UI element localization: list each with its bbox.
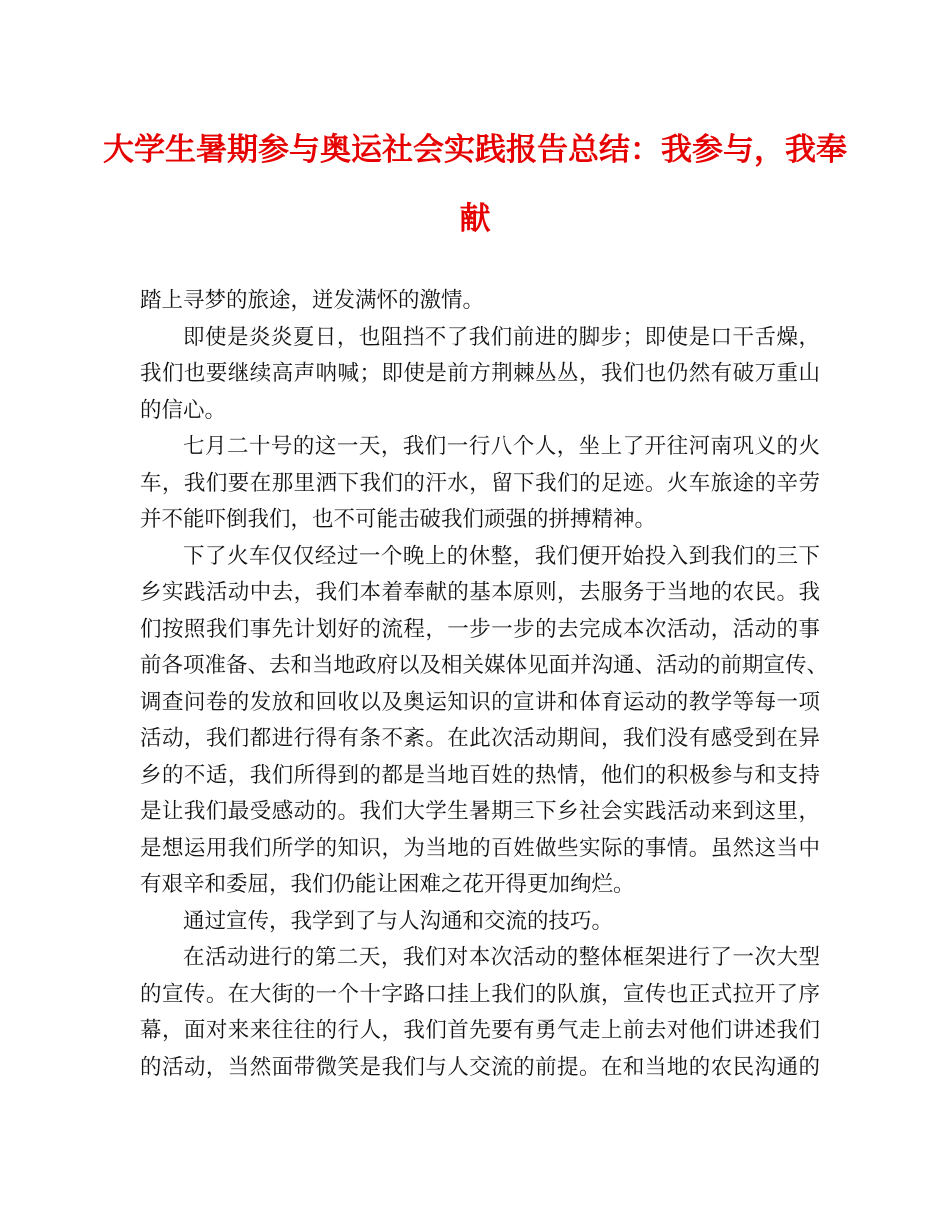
text-line: 下了火车仅仅经过一个晚上的休整，我们便开始投入到我们的三下 bbox=[183, 543, 820, 569]
text-line: 活动，我们都进行得有条不紊。在此次活动期间，我们没有感受到在异 bbox=[140, 726, 820, 751]
text-line: 我们也要继续高声呐喊；即使是前方荆棘丛丛，我们也仍然有破万重山 bbox=[140, 361, 820, 386]
text-line: 乡实践活动中去，我们本着奉献的基本原则，去服务于当地的农民。我 bbox=[140, 580, 820, 605]
text-line: 七月二十号的这一天，我们一行八个人，坐上了开往河南巩义的火 bbox=[183, 434, 820, 459]
text-line: 有艰辛和委屈，我们仍能让困难之花开得更加绚烂。 bbox=[140, 872, 635, 897]
text-line: 的信心。 bbox=[140, 397, 227, 423]
text-line: 调查问卷的发放和回收以及奥运知识的宣讲和体育运动的教学等每一项 bbox=[140, 689, 820, 715]
text-line: 是想运用我们所学的知识，为当地的百姓做些实际的事情。虽然这当中 bbox=[140, 835, 820, 861]
text-line: 车，我们要在那里洒下我们的汗水，留下我们的足迹。火车旅途的辛劳 bbox=[140, 470, 820, 496]
document-title-line-2: 献 bbox=[459, 201, 491, 237]
text-line: 的活动，当然面带微笑是我们与人交流的前提。在和当地的农民沟通的 bbox=[140, 1054, 820, 1080]
text-line: 即使是炎炎夏日，也阻挡不了我们前进的脚步；即使是口干舌燥， bbox=[183, 324, 820, 350]
text-line: 通过宣传，我学到了与人沟通和交流的技巧。 bbox=[183, 908, 614, 934]
text-line: 前各项准备、去和当地政府以及相关媒体见面并沟通、活动的前期宣传、 bbox=[140, 653, 829, 678]
text-line: 幕，面对来来往往的行人，我们首先要有勇气走上前去对他们讲述我们 bbox=[140, 1018, 820, 1043]
text-line: 们按照我们事先计划好的流程，一步一步的去完成本次活动，活动的事 bbox=[140, 616, 820, 642]
document-title-line-1: 大学生暑期参与奥运社会实践报告总结：我参与，我奉 bbox=[103, 132, 847, 168]
text-line: 是让我们最受感动的。我们大学生暑期三下乡社会实践活动来到这里， bbox=[140, 799, 820, 824]
text-line: 的宣传。在大街的一个十字路口挂上我们的队旗，宣传也正式拉开了序 bbox=[140, 981, 820, 1007]
document-body bbox=[140, 283, 829, 1086]
text-line: 并不能吓倒我们，也不可能击破我们顽强的拼搏精神。 bbox=[140, 507, 657, 532]
text-line: 乡的不适，我们所得到的都是当地百姓的热情，他们的积极参与和支持 bbox=[140, 762, 820, 788]
text-line: 在活动进行的第二天，我们对本次活动的整体框架进行了一次大型 bbox=[183, 945, 820, 970]
text-line: 踏上寻梦的旅途，迸发满怀的激情。 bbox=[140, 288, 485, 313]
